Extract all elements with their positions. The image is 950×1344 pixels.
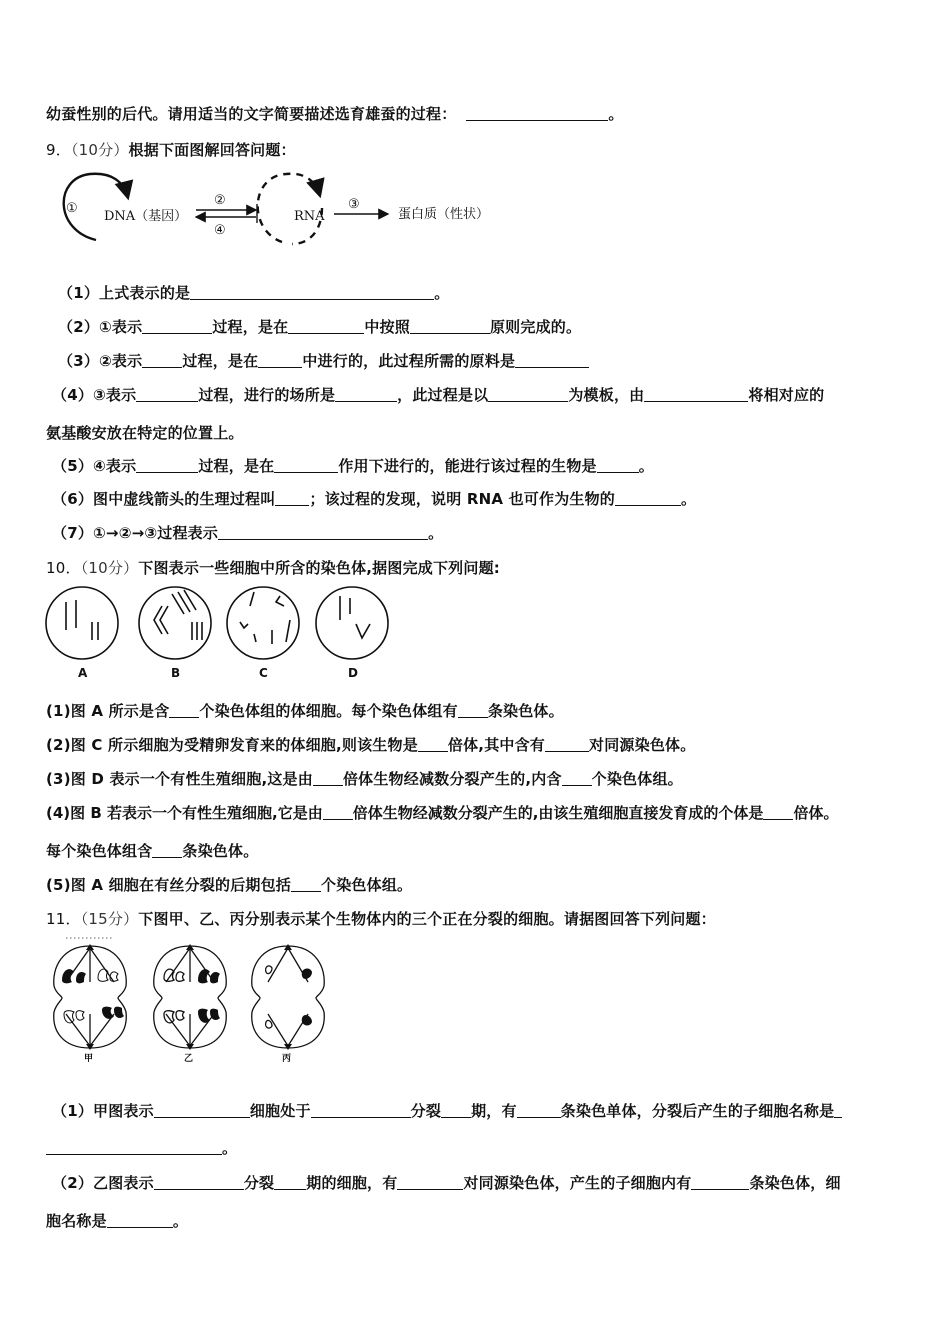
- q9-number: 9．: [46, 141, 71, 159]
- q9-4-text-a: （4）③表示: [52, 386, 137, 404]
- q9-6-text-a: （6）图中虚线箭头的生理过程叫: [52, 490, 276, 508]
- answer-blank[interactable]: [136, 459, 198, 473]
- answer-blank[interactable]: [410, 320, 490, 334]
- q8-tail-line: [46, 103, 624, 124]
- cell-C: [227, 587, 299, 659]
- cell-label-jia: 甲: [84, 1054, 94, 1064]
- q11-1-text-d: 期，有: [471, 1102, 517, 1120]
- q10-1-text-c: 条染色体。: [487, 702, 564, 720]
- q10-3-text-b: 倍体生物经减数分裂产生的,内含: [342, 770, 562, 788]
- answer-blank[interactable]: [274, 1176, 306, 1190]
- q11-number: 11．: [46, 910, 81, 928]
- q9-2-text-c: 中按照: [364, 318, 410, 336]
- central-dogma-diagram: [60, 168, 520, 248]
- q10-4-cont-a: 每个染色体组含: [46, 842, 153, 860]
- q10-item-5: [46, 874, 412, 895]
- cell-bing: [252, 946, 324, 1048]
- q9-item-5: [52, 455, 654, 476]
- q10-item-1: [46, 700, 564, 721]
- answer-blank[interactable]: [834, 1104, 842, 1118]
- q11-1-text-e: 条染色单体，分裂后产生的子细胞名称是: [560, 1102, 835, 1120]
- cell-jia: [54, 946, 126, 1048]
- q10-item-3: [46, 768, 683, 789]
- answer-blank[interactable]: [644, 388, 748, 402]
- marker-4: ④: [214, 223, 226, 238]
- q9-prompt: 根据下面图解回答问题：: [128, 141, 296, 159]
- q10-4-text-b: 倍体生物经减数分裂产生的,由该生殖细胞直接发育成的个体是: [352, 804, 764, 822]
- q11-heading: [46, 908, 716, 929]
- q9-7-text: （7）①→②→③过程表示: [52, 524, 219, 542]
- q11-2-text-d: 对同源染色体，产生的子细胞内有: [463, 1174, 692, 1192]
- answer-blank[interactable]: [313, 772, 343, 786]
- answer-blank[interactable]: [154, 1104, 250, 1118]
- answer-blank[interactable]: [190, 286, 434, 300]
- q8-tail-end: 。: [608, 105, 624, 123]
- answer-blank[interactable]: [397, 1176, 463, 1190]
- cell-label-B: B: [171, 666, 181, 680]
- q9-6-end: 。: [681, 490, 697, 508]
- q9-4-text-e: 将相对应的: [748, 386, 825, 404]
- answer-blank[interactable]: [275, 492, 309, 506]
- rna-label: RNA: [294, 209, 325, 224]
- q10-4-text-a: (4)图 B 若表示一个有性生殖细胞,它是由: [46, 804, 323, 822]
- answer-blank[interactable]: [597, 459, 639, 473]
- answer-blank[interactable]: [218, 526, 428, 540]
- q9-item-6: [52, 488, 696, 509]
- q10-number: 10．: [46, 559, 81, 577]
- q10-item-4: [46, 802, 838, 823]
- dna-gene-label: DNA（基因）: [104, 209, 188, 224]
- q10-score: （10分）: [80, 559, 139, 577]
- q9-item-3: [58, 350, 589, 371]
- cell-label-C: C: [259, 666, 268, 680]
- marker-3: ③: [348, 197, 360, 212]
- answer-blank[interactable]: [515, 354, 589, 368]
- q10-5-text-a: (5)图 A 细胞在有丝分裂的后期包括: [46, 876, 292, 894]
- q11-prompt: 下图甲、乙、丙分别表示某个生物体内的三个正在分裂的细胞。请据图回答下列问题：: [138, 910, 716, 928]
- answer-blank[interactable]: [488, 388, 568, 402]
- answer-blank[interactable]: [136, 388, 198, 402]
- answer-blank[interactable]: [545, 738, 589, 752]
- answer-blank[interactable]: [615, 492, 681, 506]
- answer-blank[interactable]: [517, 1104, 561, 1118]
- answer-blank[interactable]: [274, 459, 338, 473]
- q9-7-end: 。: [428, 524, 444, 542]
- answer-blank[interactable]: [291, 878, 321, 892]
- answer-blank[interactable]: [335, 388, 397, 402]
- answer-blank[interactable]: [169, 704, 199, 718]
- q9-1-text: （1）上式表示的是: [58, 284, 191, 302]
- q9-3-text-b: 过程，是在: [182, 352, 259, 370]
- q9-4-continuation: 氨基酸安放在特定的位置上。: [46, 424, 244, 442]
- q11-1-end: 。: [222, 1139, 238, 1157]
- rna-replication-dashed-arrow: [258, 174, 320, 242]
- answer-blank[interactable]: [288, 320, 364, 334]
- q9-4-text-b: 过程，进行的场所是: [198, 386, 336, 404]
- q10-2-text-b: 倍体,其中含有: [447, 736, 546, 754]
- q9-2-text-a: （2）①表示: [58, 318, 143, 336]
- answer-blank[interactable]: [418, 738, 448, 752]
- q9-2-text-d: 原则完成的。: [489, 318, 582, 336]
- q9-5-text-a: （5）④表示: [52, 457, 137, 475]
- q11-2-text-a: （2）乙图表示: [52, 1174, 154, 1192]
- answer-blank[interactable]: [46, 1141, 222, 1155]
- answer-blank[interactable]: [107, 1214, 173, 1228]
- q10-3-text-c: 个染色体组。: [591, 770, 683, 788]
- q11-2-cont-b: 。: [172, 1212, 189, 1230]
- q9-1-end: 。: [434, 284, 450, 302]
- q8-tail-text: 幼蚕性别的后代。请用适当的文字简要描述选育雄蚕的过程：: [46, 105, 457, 123]
- q9-3-text-c: 中进行的，此过程所需的原料是: [302, 352, 516, 370]
- q11-item-1-cont: [46, 1137, 237, 1158]
- cell-B: [139, 587, 211, 659]
- answer-blank[interactable]: [458, 704, 488, 718]
- answer-blank[interactable]: [311, 1104, 411, 1118]
- q9-item-4-cont: [46, 422, 244, 443]
- q11-2-text-b: 分裂: [243, 1174, 275, 1192]
- q11-2-text-e: 条染色体，细: [749, 1174, 841, 1192]
- q9-4-text-d: 为模板，由: [568, 386, 645, 404]
- q11-1-text-b: 细胞处于: [249, 1102, 311, 1120]
- q10-5-text-b: 个染色体组。: [321, 876, 413, 894]
- q11-item-1: [52, 1100, 842, 1121]
- chromosome-cells-figure: [44, 584, 394, 684]
- q9-6-text-b: ；该过程的发现，说明 RNA 也可作为生物的: [309, 490, 616, 508]
- cell-label-yi: 乙: [184, 1054, 194, 1064]
- cell-label-D: D: [348, 666, 358, 680]
- answer-blank[interactable]: [466, 107, 608, 121]
- q9-item-4: [52, 384, 824, 405]
- cell-label-A: A: [78, 666, 88, 680]
- answer-blank[interactable]: [441, 1104, 471, 1118]
- protein-trait-label: 蛋白质（性状）: [398, 207, 490, 222]
- cell-label-bing: 丙: [282, 1054, 292, 1064]
- q9-5-text-c: 作用下进行的，能进行该过程的生物是: [338, 457, 597, 475]
- q9-3-text-a: （3）②表示: [58, 352, 143, 370]
- q9-item-1: [58, 282, 449, 303]
- q9-2-text-b: 过程，是在: [212, 318, 289, 336]
- q10-3-text-a: (3)图 D 表示一个有性生殖细胞,这是由: [46, 770, 313, 788]
- q10-4-cont-b: 条染色体。: [182, 842, 259, 860]
- cell-D: [316, 587, 388, 659]
- q10-prompt: 下图表示一些细胞中所含的染色体,据图完成下列问题:: [138, 559, 500, 577]
- q10-heading: [46, 557, 500, 578]
- q9-5-end: 。: [638, 457, 654, 475]
- cell-A: [46, 587, 118, 659]
- marker-2: ②: [214, 193, 226, 208]
- q11-2-cont-a: 胞名称是: [46, 1212, 107, 1230]
- q9-item-2: [58, 316, 581, 337]
- marker-1: ①: [66, 201, 78, 216]
- answer-blank[interactable]: [154, 1176, 244, 1190]
- q11-item-2-cont: [46, 1210, 188, 1231]
- q11-item-2: [52, 1172, 841, 1193]
- q9-score: （10分）: [70, 141, 129, 159]
- answer-blank[interactable]: [562, 772, 592, 786]
- q11-score: （15分）: [80, 910, 139, 928]
- answer-blank[interactable]: [763, 806, 793, 820]
- q10-2-text-a: (2)图 C 所示细胞为受精卵发育来的体细胞,则该生物是: [46, 736, 418, 754]
- q11-1-text-c: 分裂: [410, 1102, 442, 1120]
- q9-heading: [46, 139, 296, 160]
- q9-item-7: [52, 522, 443, 543]
- answer-blank[interactable]: [152, 844, 182, 858]
- q9-4-text-c: ，此过程是以: [397, 386, 489, 404]
- q10-1-text-a: (1)图 A 所示是含: [46, 702, 170, 720]
- q9-5-text-b: 过程，是在: [198, 457, 275, 475]
- q11-1-text-a: （1）甲图表示: [52, 1102, 154, 1120]
- dividing-cells-figure: [48, 934, 338, 1064]
- q11-2-text-c: 期的细胞，有: [306, 1174, 398, 1192]
- answer-blank[interactable]: [142, 320, 212, 334]
- q10-item-4-cont: [46, 840, 258, 861]
- q10-4-text-c: 倍体。: [793, 804, 839, 822]
- q10-2-text-c: 对同源染色体。: [589, 736, 696, 754]
- answer-blank[interactable]: [142, 354, 182, 368]
- answer-blank[interactable]: [691, 1176, 749, 1190]
- cell-yi: [154, 946, 226, 1048]
- answer-blank[interactable]: [323, 806, 353, 820]
- q10-1-text-b: 个染色体组的体细胞。每个染色体组有: [199, 702, 458, 720]
- q10-item-2: [46, 734, 695, 755]
- answer-blank[interactable]: [258, 354, 302, 368]
